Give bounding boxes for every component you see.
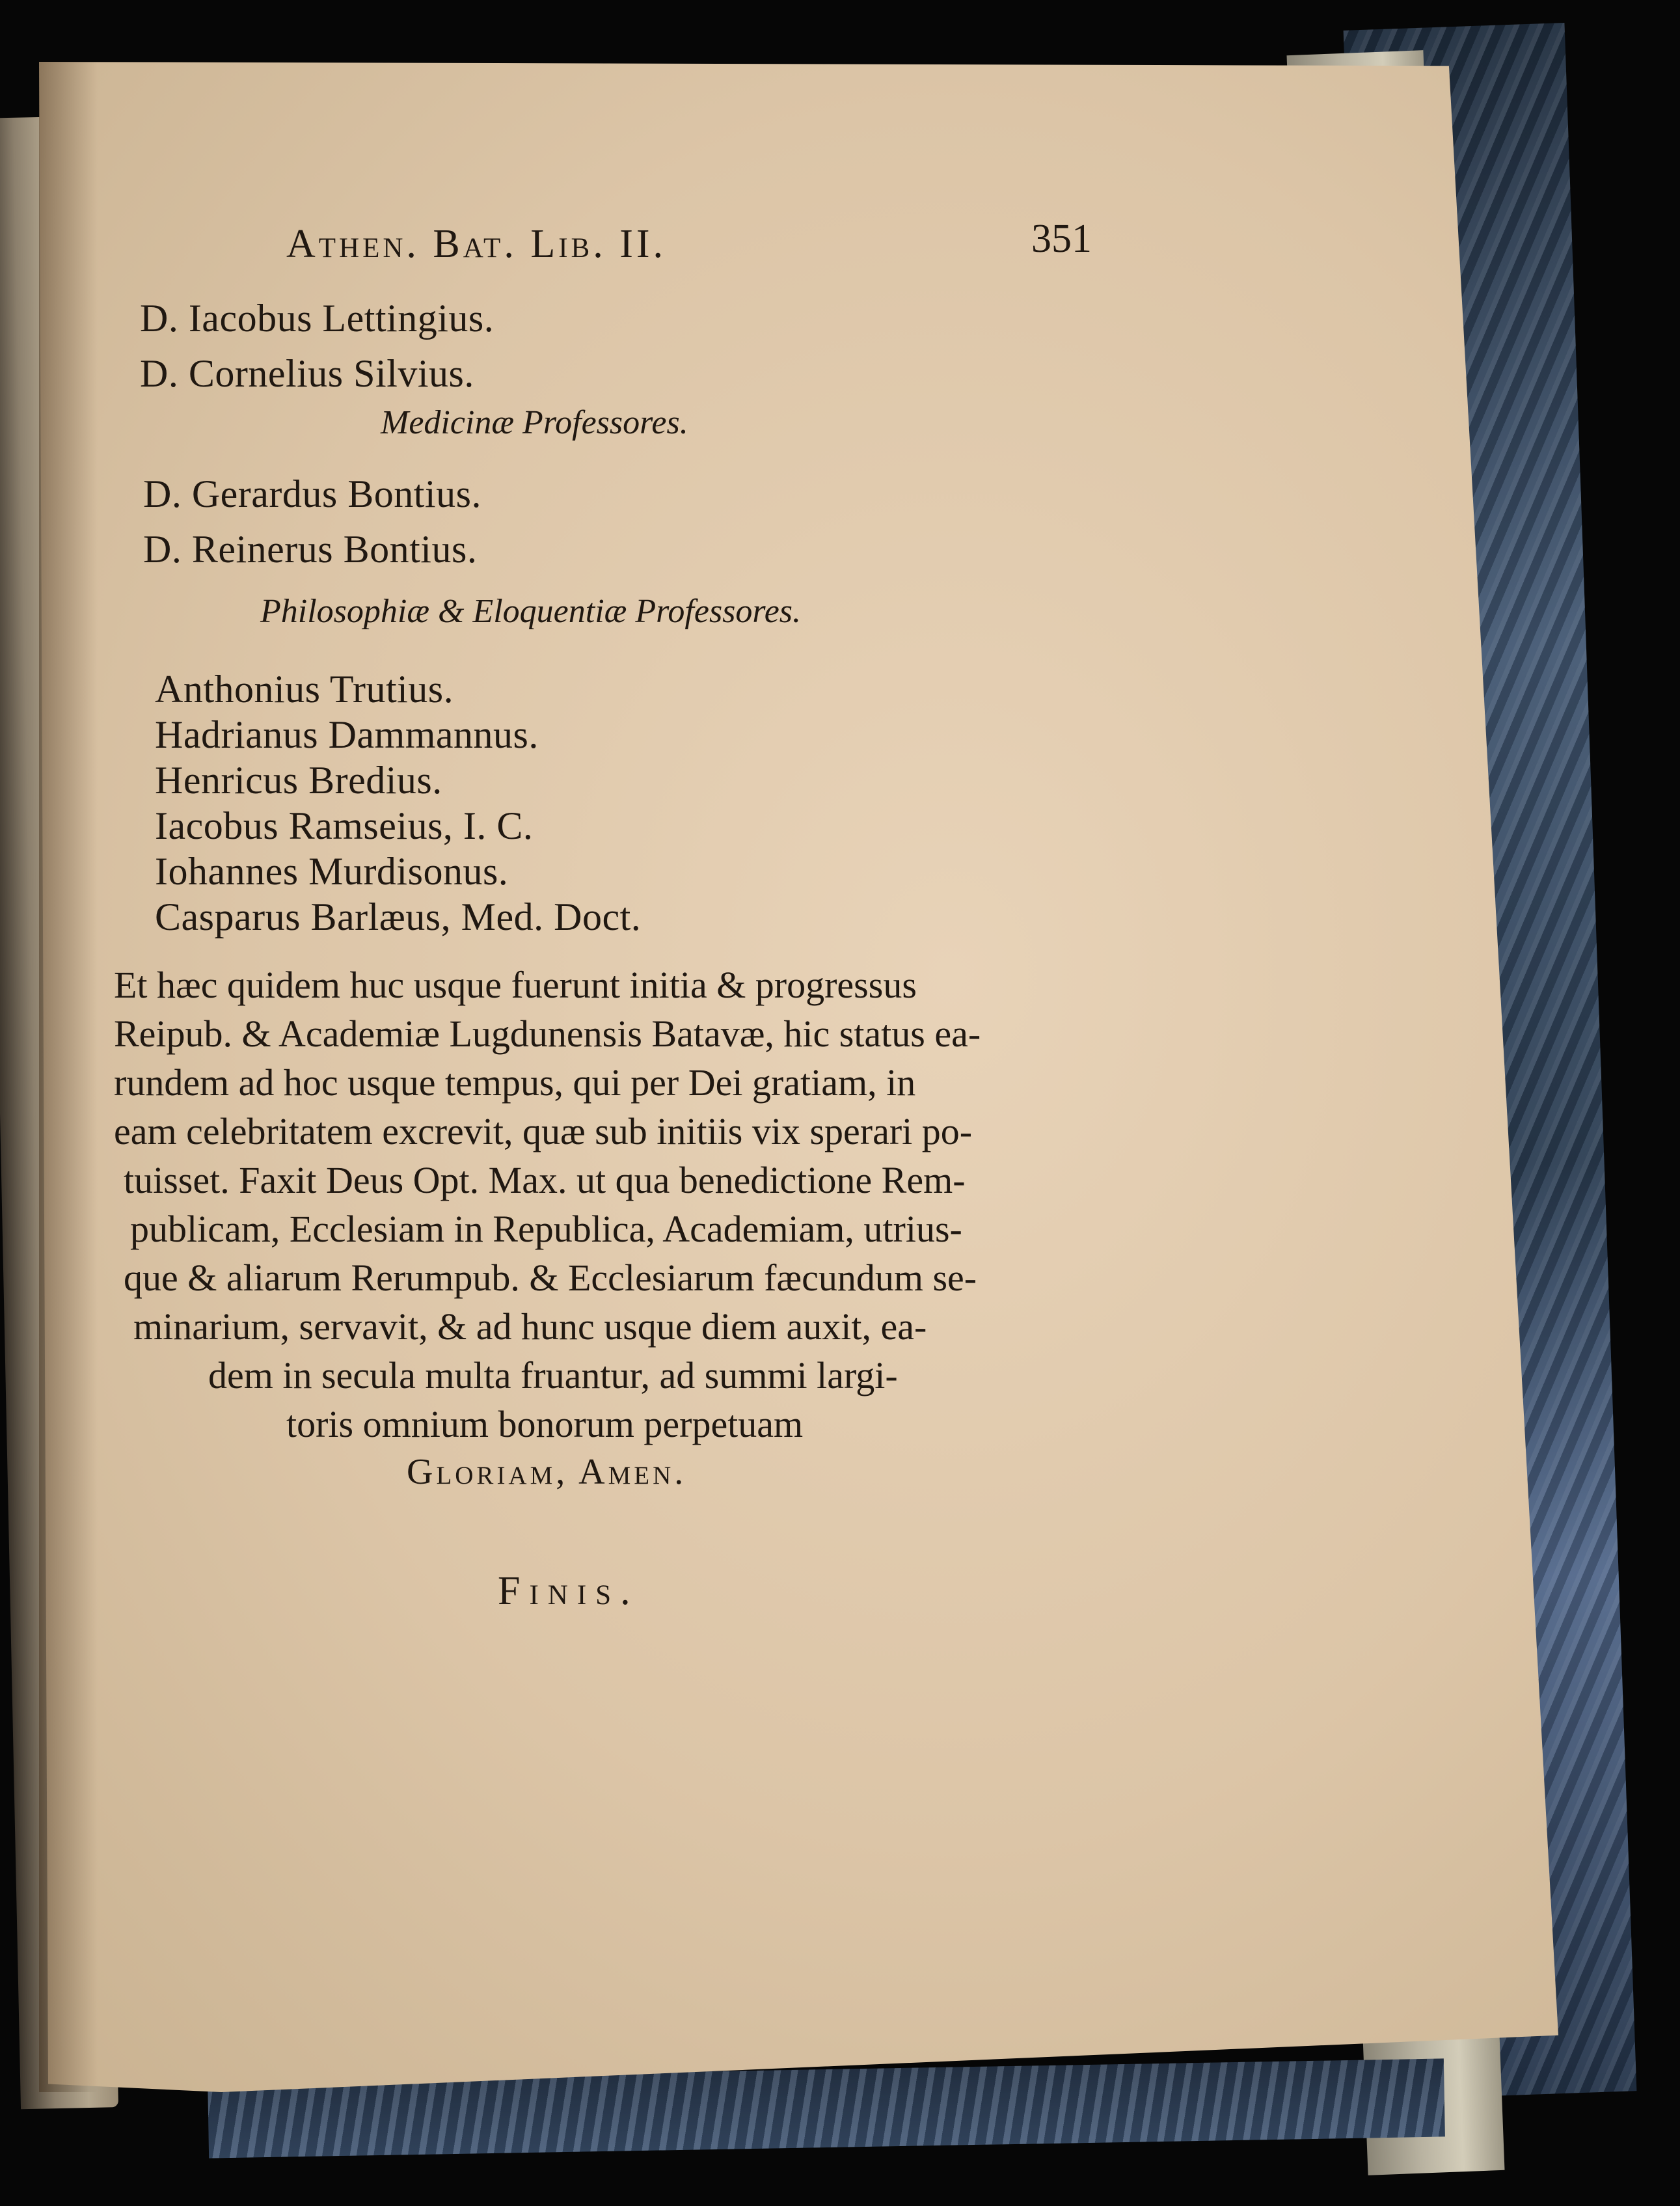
paragraph-line: Reipub. & Academiæ Lugdunensis Batavæ, hic status ea-: [114, 1013, 981, 1055]
text-line: D. Cornelius Silvius.: [140, 352, 474, 395]
section-heading: Philosophiæ & Eloquentiæ Professores.: [260, 593, 802, 630]
professor-name: Anthonius Trutius.: [155, 668, 454, 711]
professor-name: Henricus Bredius.: [155, 759, 442, 802]
paragraph-line: publicam, Ecclesiam in Republica, Academiam, utrius-: [130, 1208, 962, 1250]
professor-name: Iacobus Ramseius, I. C.: [155, 804, 534, 847]
professor-name: D. Gerardus Bontius.: [143, 472, 481, 515]
professor-name: Casparus Barlæus, Med. Doct.: [155, 895, 642, 938]
paragraph-line: Et hæc quidem huc usque fuerunt initia & progressus: [114, 964, 917, 1006]
paragraph-line: rundem ad hoc usque tempus, qui per Dei gratiam, in: [114, 1061, 916, 1104]
running-title: Athen. Bat. Lib. II.: [286, 222, 666, 266]
section-heading: Medicinæ Professores.: [381, 404, 688, 441]
professor-name: Hadrianus Dammannus.: [155, 713, 539, 756]
text-line: D. Iacobus Lettingius.: [140, 297, 495, 340]
professor-name: Iohannes Murdisonus.: [155, 850, 509, 893]
paragraph-line: dem in secula multa fruantur, ad summi largi-: [208, 1354, 898, 1396]
closing-word: Gloriam, Amen.: [407, 1452, 687, 1492]
paragraph-line: minarium, servavit, & ad hunc usque diem auxit, ea-: [133, 1305, 927, 1348]
paragraph-line: tuisset. Faxit Deus Opt. Max. ut qua benedictione Rem-: [124, 1159, 966, 1201]
finis: Finis.: [498, 1569, 640, 1613]
paragraph-line: toris omnium bonorum perpetuam: [286, 1403, 804, 1445]
page-number: 351: [1031, 217, 1092, 261]
professor-name: D. Reinerus Bontius.: [143, 528, 478, 571]
paragraph-line: eam celebritatem excrevit, quæ sub initiis vix sperari po-: [114, 1110, 973, 1152]
paragraph-line: que & aliarum Rerumpub. & Ecclesiarum fæcundum se-: [124, 1257, 977, 1299]
